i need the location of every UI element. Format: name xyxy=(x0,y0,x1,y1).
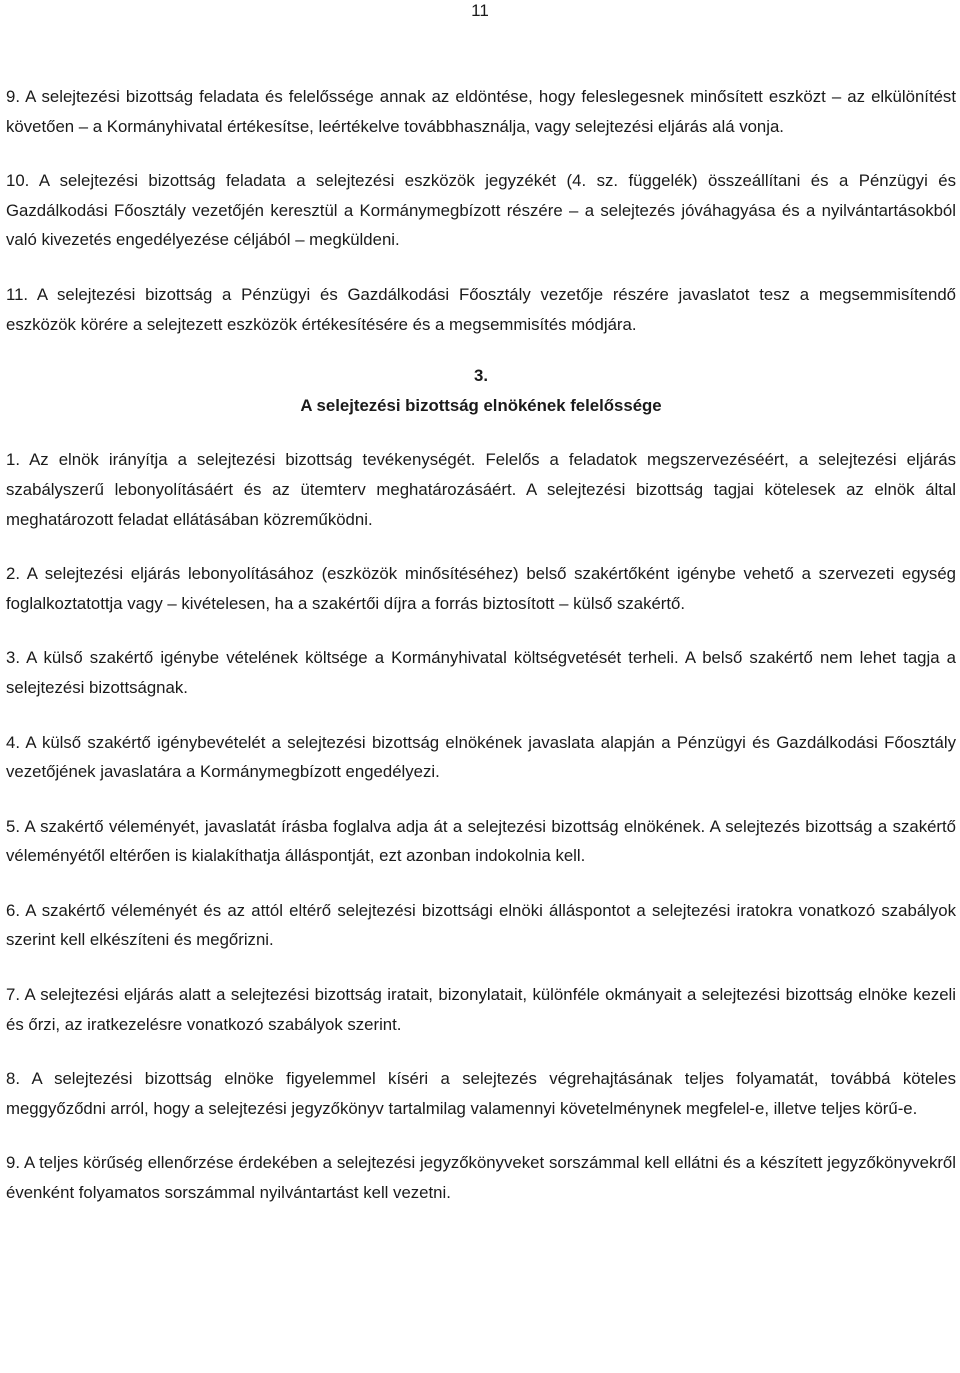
section-paragraph-7: 7. A selejtezési eljárás alatt a selejtezési bizottság iratait, bizonylatait, különféle okmányait a selejtezési bizottság elnöke kezeli és őrzi, az iratkezelésre vonatkozó szabályok szerint. xyxy=(6,985,956,1034)
section-paragraph-3: 3. A külső szakértő igénybe vételének költsége a Kormányhivatal költségvetését terheli. A belső szakértő nem lehet tagja a selejtezési bizottságnak. xyxy=(6,648,956,697)
section-title: A selejtezési bizottság elnökének felelőssége xyxy=(300,395,662,415)
page-number: 11 xyxy=(471,1,489,20)
section-paragraph-5: 5. A szakértő véleményét, javaslatát írásba foglalva adja át a selejtezési bizottság elnökének. A selejtezés bizottság a szakértő véleményétől eltérően is kialakíthatja álláspontját, ezt azonban indokolnia kell. xyxy=(6,816,956,866)
document-body xyxy=(6,82,956,1208)
section-paragraph-1: 1. Az elnök irányítja a selejtezési bizottság tevékenységét. Felelős a feladatok megszervezéséért, a selejtezési eljárás szabályszerű lebonyolításáért és az ütemterv meghatározásáért. A selejtezési bizottság tagjai kötelesek az elnök által meghatározott feladat ellátásában közreműködni. xyxy=(6,450,956,529)
paragraph-11: 11. A selejtezési bizottság a Pénzügyi és Gazdálkodási Főosztály vezetője részére javaslatot tesz a megsemmisítendő eszközök körére a selejtezett eszközök értékesítésére és a megsemmisítés módjára. xyxy=(6,284,956,334)
section-paragraph-4: 4. A külső szakértő igénybevételét a selejtezési bizottság elnökének javaslata alapján a Pénzügyi és Gazdálkodási Főosztály vezetőjének javaslatára a Kormánymegbízott engedélyezi. xyxy=(6,732,956,782)
section-number: 3. xyxy=(474,366,488,386)
section-paragraph-8: 8. A selejtezési bizottság elnöke figyelemmel kíséri a selejtezés végrehajtásának teljes folyamatát, továbbá köteles meggyőződni arról, hogy a selejtezési jegyzőkönyv tartalmilag valamennyi követelménynek megfelel-e, illetve teljes körű-e. xyxy=(6,1069,956,1118)
paragraph-10: 10. A selejtezési bizottság feladata a selejtezési eszközök jegyzékét (4. sz. függelék) összeállítani és a Pénzügyi és Gazdálkodási Főosztály vezetőjén keresztül a Kormánymegbízott részére – a selejtezés jóváhagyása és a nyilvántartásokból való kivezetés engedélyezése céljából – megküldeni. xyxy=(6,171,956,250)
section-paragraph-9: 9. A teljes körűség ellenőrzése érdekében a selejtezési jegyzőkönyveket sorszámmal kell ellátni és a készített jegyzőkönyvekről évenként folyamatos sorszámmal nyilvántartást kell vezetni. xyxy=(6,1153,956,1203)
paragraph-9: 9. A selejtezési bizottság feladata és felelőssége annak az eldöntése, hogy feleslegesnek minősített eszközt – az elkülönítést követően – a Kormányhivatal értékesítse, leértékelve továbbhasználja, vagy selejtezési eljárás alá vonja. xyxy=(6,87,956,136)
section-paragraph-2: 2. A selejtezési eljárás lebonyolításához (eszközök minősítéséhez) belső szakértőként igénybe vehető a szervezeti egység foglalkoztatottja vagy – kivételesen, ha a szakértői díjra a forrás biztosított – külső szakértő. xyxy=(6,564,956,613)
section-heading xyxy=(6,361,956,420)
section-paragraph-6: 6. A szakértő véleményét és az attól eltérő selejtezési bizottsági elnöki álláspontot a selejtezési iratokra vonatkozó szabályok szerint kell elkészíteni és megőrizni. xyxy=(6,900,956,950)
